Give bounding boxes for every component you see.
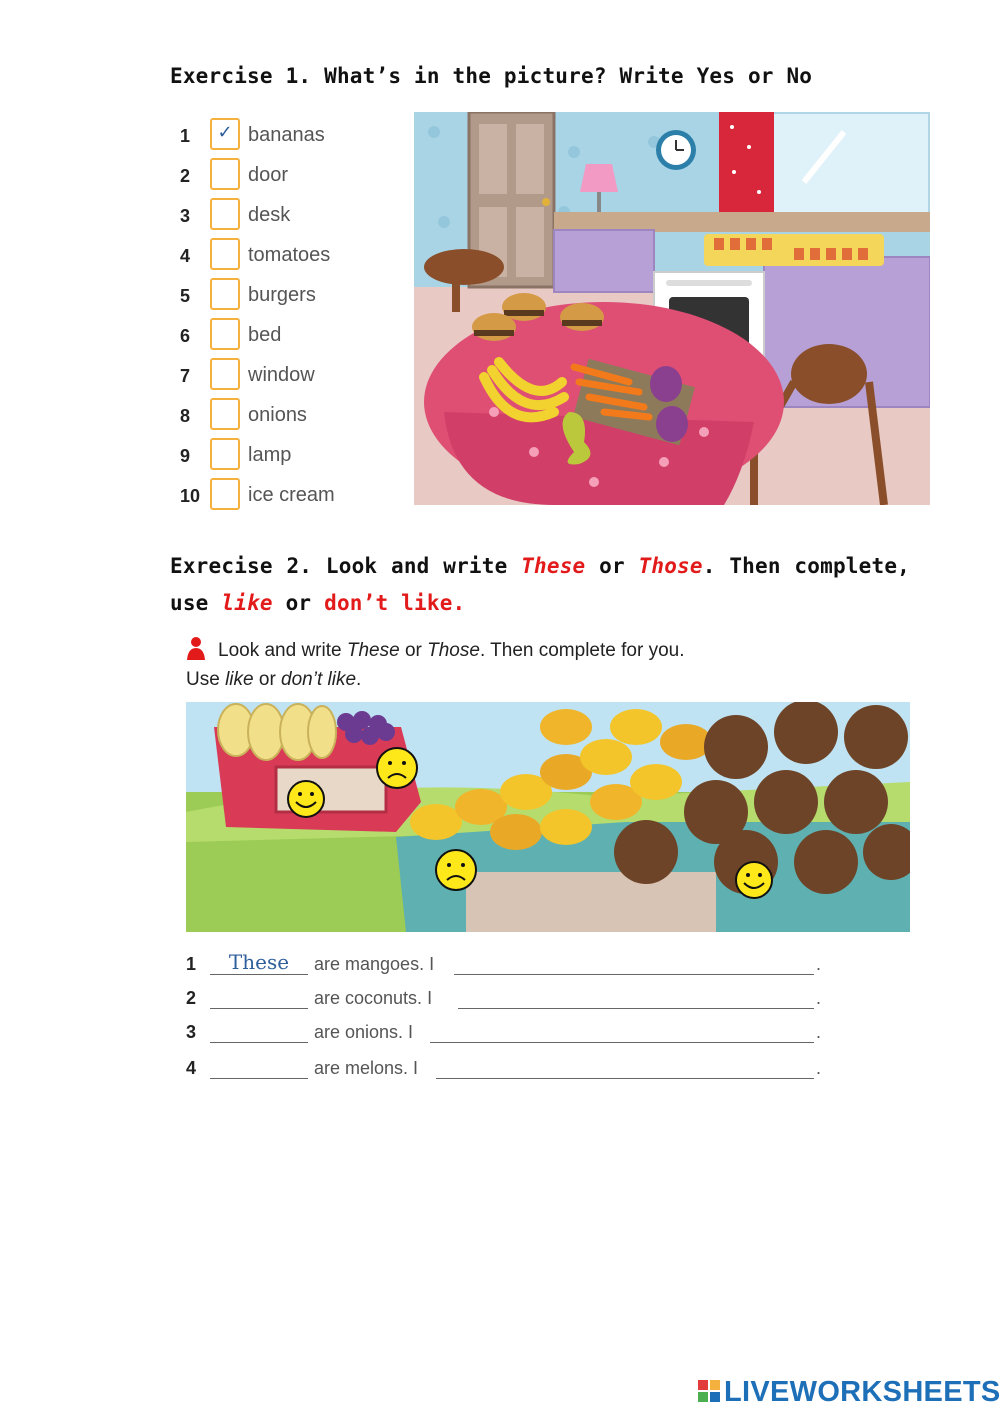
sentence-row bbox=[186, 1018, 826, 1048]
item-number: 9 bbox=[180, 446, 191, 466]
answer-box[interactable] bbox=[210, 318, 240, 350]
instr-or: or bbox=[399, 640, 428, 661]
sentence-number: 4 bbox=[186, 1058, 197, 1078]
answer-line[interactable] bbox=[458, 984, 814, 1009]
instr-these: These bbox=[346, 640, 400, 661]
sentence-text: are mangoes. I bbox=[314, 954, 435, 974]
dont-like-keyword: don’t like. bbox=[324, 591, 466, 615]
exercise-1-title: Exercise 1. What’s in the picture? Write Yes or No bbox=[170, 64, 813, 88]
item-number: 5 bbox=[180, 286, 191, 306]
exercise-2-title-or1: or bbox=[585, 554, 639, 578]
answer-box[interactable] bbox=[210, 198, 240, 230]
list-item bbox=[180, 278, 380, 312]
fruit-market-illustration bbox=[186, 702, 910, 932]
sentence-end: . bbox=[816, 954, 822, 974]
answer-box[interactable] bbox=[210, 398, 240, 430]
answer-blank[interactable] bbox=[210, 984, 308, 1009]
instr-line2-end: . bbox=[356, 669, 362, 690]
exercise-2-title bbox=[170, 548, 910, 622]
sentence-text: are onions. I bbox=[314, 1022, 414, 1042]
item-number: 8 bbox=[180, 406, 191, 426]
sentence-row bbox=[186, 950, 826, 980]
item-word: onions bbox=[248, 404, 307, 426]
sentence-row bbox=[186, 1054, 826, 1084]
sentence-row bbox=[186, 984, 826, 1014]
list-item bbox=[180, 118, 380, 152]
item-number: 1 bbox=[180, 126, 191, 146]
smiley-icon bbox=[288, 781, 324, 817]
sentence-text: are coconuts. I bbox=[314, 988, 433, 1008]
answer-line[interactable] bbox=[436, 1054, 814, 1079]
sentence-text: are melons. I bbox=[314, 1058, 419, 1078]
list-item bbox=[180, 158, 380, 192]
sentence-end: . bbox=[816, 988, 822, 1008]
list-item bbox=[180, 238, 380, 272]
item-number: 3 bbox=[180, 206, 191, 226]
item-number: 10 bbox=[180, 486, 201, 506]
instr-like: like bbox=[225, 669, 254, 690]
list-item bbox=[180, 438, 380, 472]
list-item bbox=[180, 318, 380, 352]
item-word: lamp bbox=[248, 444, 292, 466]
answer-box[interactable]: ✓ bbox=[210, 118, 240, 150]
item-number: 4 bbox=[180, 246, 191, 266]
instr-line1-a: Look and write bbox=[218, 640, 347, 661]
item-number: 6 bbox=[180, 326, 191, 346]
instr-line2-a: Use bbox=[186, 669, 226, 690]
answer-box[interactable] bbox=[210, 158, 240, 190]
exercise-2-title-or2: or bbox=[272, 591, 325, 615]
exercise-2-title-part2: . Then complete, use bbox=[170, 554, 910, 615]
item-word: ice cream bbox=[248, 484, 335, 506]
answer-box[interactable] bbox=[210, 478, 240, 510]
exercise-2-instructions bbox=[186, 636, 684, 694]
answer-line[interactable] bbox=[454, 950, 814, 975]
instr-line2-or: or bbox=[253, 669, 282, 690]
answer-box[interactable] bbox=[210, 278, 240, 310]
item-number: 7 bbox=[180, 366, 191, 386]
sentence-end: . bbox=[816, 1022, 822, 1042]
kitchen-illustration bbox=[414, 112, 930, 505]
answer-box[interactable] bbox=[210, 358, 240, 390]
answer-blank[interactable] bbox=[210, 1054, 308, 1079]
exercise-2-title-part1: Exrecise 2. Look and write bbox=[170, 554, 522, 578]
answer-box[interactable] bbox=[210, 238, 240, 270]
instr-dont-like: don’t like bbox=[281, 669, 357, 690]
item-word: bed bbox=[248, 324, 282, 346]
instr-line1-b: . Then complete for you. bbox=[479, 640, 685, 661]
liveworksheets-logo: LIVEWORKSHEETS bbox=[724, 1376, 1000, 1408]
item-number: 2 bbox=[180, 166, 191, 186]
list-item bbox=[180, 478, 380, 512]
answer-blank[interactable] bbox=[210, 1018, 308, 1043]
answer-line[interactable] bbox=[430, 1018, 814, 1043]
item-word: bananas bbox=[248, 124, 325, 146]
sentence-number: 2 bbox=[186, 988, 197, 1008]
person-icon bbox=[186, 636, 206, 660]
sentence-end: . bbox=[816, 1058, 822, 1078]
like-keyword: like bbox=[221, 591, 273, 615]
list-item bbox=[180, 398, 380, 432]
item-word: tomatoes bbox=[248, 244, 331, 266]
answer-blank[interactable]: These bbox=[210, 950, 308, 975]
liveworksheets-logo-icon bbox=[698, 1374, 722, 1414]
answer-box[interactable] bbox=[210, 438, 240, 470]
those-keyword: Those bbox=[638, 554, 703, 578]
sentence-number: 3 bbox=[186, 1022, 197, 1042]
list-item bbox=[180, 198, 380, 232]
item-word: desk bbox=[248, 204, 291, 226]
these-keyword: These bbox=[521, 554, 586, 578]
item-word: window bbox=[248, 364, 315, 386]
sad-face-icon bbox=[436, 850, 476, 890]
smiley-icon bbox=[736, 862, 772, 898]
sentence-number: 1 bbox=[186, 954, 197, 974]
item-word: burgers bbox=[248, 284, 316, 306]
item-word: door bbox=[248, 164, 289, 186]
sad-face-icon bbox=[377, 748, 417, 788]
instr-those: Those bbox=[427, 640, 480, 661]
list-item bbox=[180, 358, 380, 392]
